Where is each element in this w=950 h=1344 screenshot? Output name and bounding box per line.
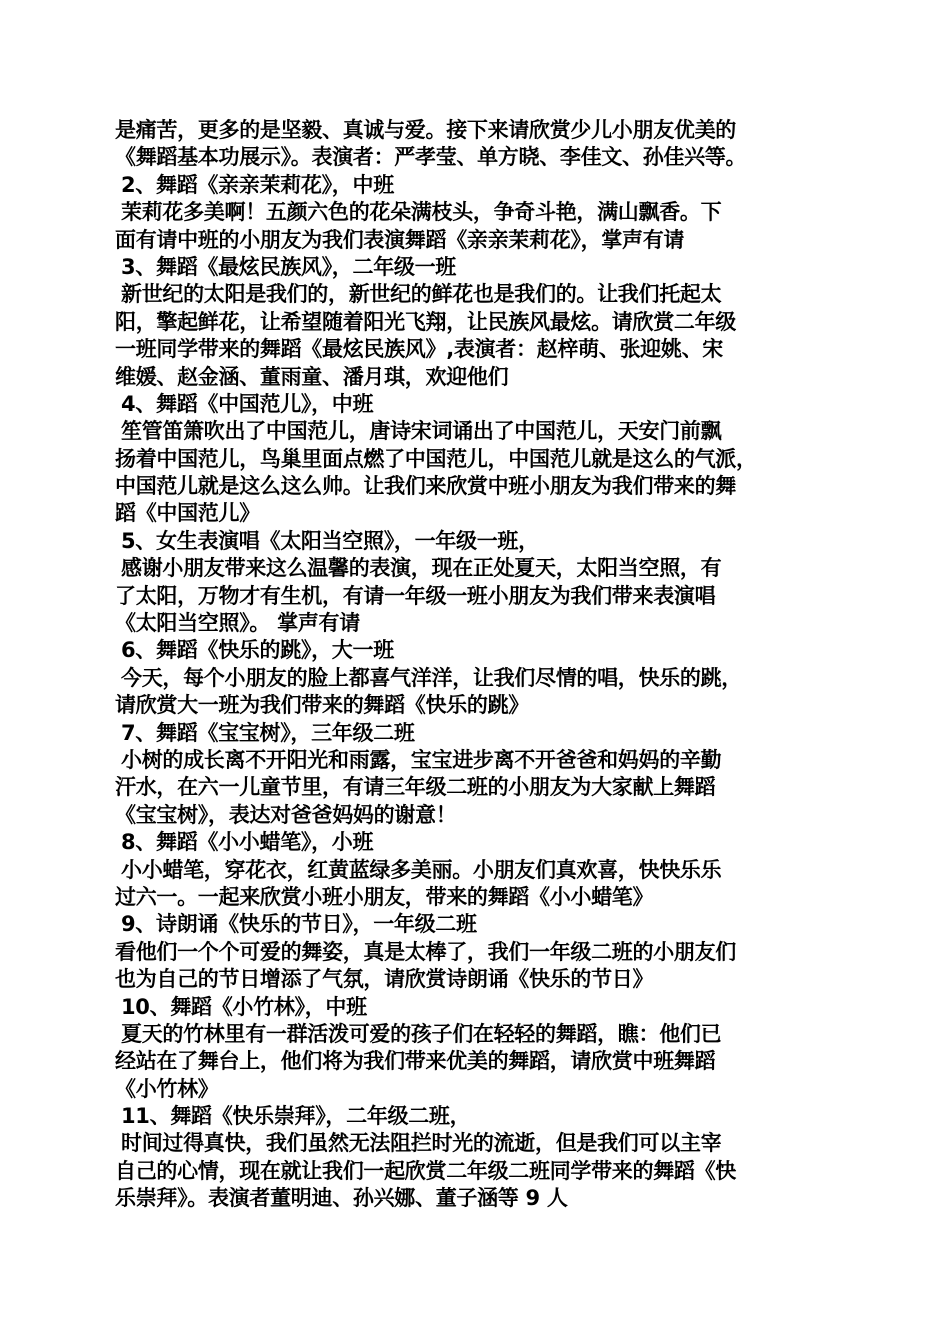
text-line: 新世纪的太阳是我们的，新世纪的鲜花也是我们的。让我们托起太: [121, 282, 722, 307]
text-line: 今天，每个小朋友的脸上都喜气洋洋，让我们尽情的唱，快乐的跳，: [121, 665, 742, 690]
text-line: 时间过得真快，我们虽然无法阻拦时光的流逝，但是我们可以主宰: [121, 1131, 722, 1156]
text-line: 阳，擎起鲜花，让希望随着阳光飞翔，让民族风最炫。请欣赏二年级: [115, 309, 736, 334]
text-line: 了太阳，万物才有生机，有请一年级一班小朋友为我们带来表演唱: [115, 583, 716, 608]
text-line: 自己的心情，现在就让我们一起欣赏二年级二班同学带来的舞蹈《快: [115, 1158, 736, 1183]
text-line: 小小蜡笔，穿花衣，红黄蓝绿多美丽。小朋友们真欢喜，快快乐乐: [121, 857, 722, 882]
text-line: 汗水，在六一儿童节里，有请三年级二班的小朋友为大家献上舞蹈: [115, 775, 716, 800]
text-line: 茉莉花多美啊！五颜六色的花朵满枝头，争奇斗艳，满山飘香。下: [121, 200, 722, 225]
program-item-heading: 4、舞蹈《中国范儿》，中班: [121, 391, 374, 416]
text-line: 《小竹林》: [115, 1076, 219, 1101]
text-line: 感谢小朋友带来这么温馨的表演，现在正处夏天，太阳当空照，有: [121, 556, 722, 581]
text-line: 扬着中国范儿，鸟巢里面点燃了中国范儿，中国范儿就是这么的气派，: [115, 446, 757, 471]
program-item-heading: 11、舞蹈《快乐崇拜》，二年级二班，: [121, 1104, 471, 1129]
program-item-heading: 7、舞蹈《宝宝树》，三年级二班: [121, 720, 415, 745]
text-line: 面有请中班的小朋友为我们表演舞蹈《亲亲茉莉花》，掌声有请: [115, 227, 685, 252]
text-line: 过六一。一起来欣赏小班小朋友，带来的舞蹈《小小蜡笔》: [115, 884, 654, 909]
text-line: 维媛、赵金涵、董雨童、潘月琪，欢迎他们: [115, 364, 509, 389]
text-line: 一班同学带来的舞蹈《最炫民族风》,表演者：赵梓萌、张迎姚、宋: [115, 337, 723, 362]
text-line: 经站在了舞台上，他们将为我们带来优美的舞蹈，请欣赏中班舞蹈: [115, 1049, 716, 1074]
program-item-heading: 10、舞蹈《小竹林》，中班: [121, 994, 367, 1019]
program-item-heading: 8、舞蹈《小小蜡笔》，小班: [121, 830, 374, 855]
text-line: 请欣赏大一班为我们带来的舞蹈《快乐的跳》: [115, 693, 529, 718]
text-line: 夏天的竹林里有一群活泼可爱的孩子们在轻轻的舞蹈，瞧：他们已: [121, 1021, 722, 1046]
text-line: 《宝宝树》，表达对爸爸妈妈的谢意！: [115, 802, 457, 827]
program-item-heading: 6、舞蹈《快乐的跳》，大一班: [121, 638, 394, 663]
program-item-heading: 5、女生表演唱《太阳当空照》，一年级一班，: [121, 528, 539, 553]
text-line: 是痛苦，更多的是坚毅、真诚与爱。接下来请欣赏少儿小朋友优美的: [115, 118, 736, 142]
text-line: 乐崇拜》。表演者董明迪、孙兴娜、董子涵等 9 人: [115, 1186, 568, 1211]
program-item-heading: 3、舞蹈《最炫民族风》，二年级一班: [121, 254, 457, 279]
program-item-heading: 9、诗朗诵《快乐的节日》，一年级二班: [121, 912, 477, 937]
text-line: 《舞蹈基本功展示》。表演者：严孝莹、单方晓、李佳文、孙佳兴等。: [115, 145, 747, 170]
program-script-text: [115, 117, 855, 1213]
text-line: 蹈《中国范儿》: [115, 501, 260, 526]
text-line: 《太阳当空照》。 掌声有请: [115, 611, 360, 636]
text-line: 也为自己的节日增添了气氛，请欣赏诗朗诵《快乐的节日》: [115, 967, 654, 992]
text-line: 看他们一个个可爱的舞姿，真是太棒了，我们一年级二班的小朋友们: [115, 939, 736, 964]
text-line: 小树的成长离不开阳光和雨露，宝宝进步离不开爸爸和妈妈的辛勤: [121, 747, 722, 772]
program-item-heading: 2、舞蹈《亲亲茉莉花》，中班: [121, 172, 394, 197]
text-line: 笙管笛箫吹出了中国范儿，唐诗宋词诵出了中国范儿，天安门前飘: [121, 419, 722, 444]
text-line: 中国范儿就是这么这么帅。让我们来欣赏中班小朋友为我们带来的舞: [115, 474, 736, 499]
